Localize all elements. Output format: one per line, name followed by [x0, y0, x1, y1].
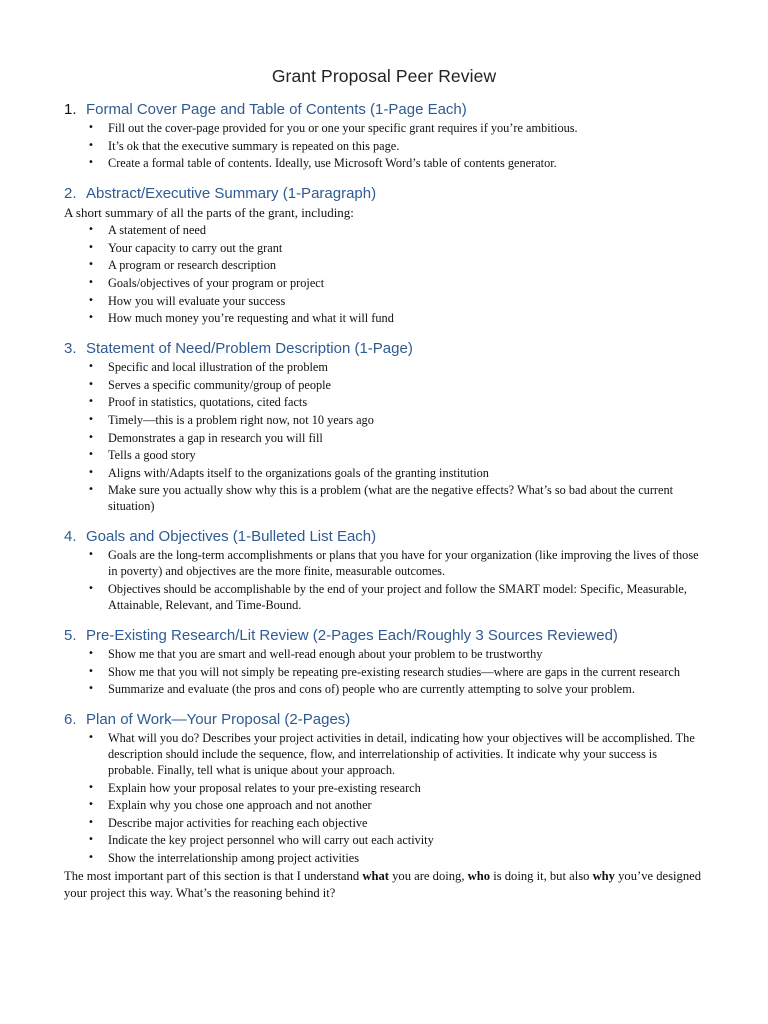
list-item: • Fill out the cover-page provided for you or one your specific grant requires if you’re ambitious. — [86, 120, 704, 136]
list-item: • Show me that you are smart and well-read enough about your problem to be trustworthy — [86, 646, 704, 662]
list-item: • How you will evaluate your success — [86, 293, 704, 309]
list-item: • Goals are the long-term accomplishments or plans that you have for your organization (like improving the lives of those in poverty) and objectives are the more finite, measurable outcomes. — [86, 547, 704, 579]
section-heading — [64, 627, 704, 645]
section-6 — [64, 711, 704, 902]
section-1 — [64, 101, 704, 171]
list-item: • Describe major activities for reaching each objective — [86, 815, 704, 831]
section-number: 3. — [64, 340, 77, 358]
section-lead: A short summary of all the parts of the grant, including: — [64, 205, 354, 221]
section-heading — [64, 101, 704, 119]
list-item: • How much money you’re requesting and what it will fund — [86, 310, 704, 326]
closing-text: you are doing, — [388, 868, 468, 883]
bullet-list — [64, 120, 704, 171]
section-heading — [64, 185, 704, 203]
bullet-list — [64, 547, 704, 613]
bullet-list — [64, 222, 704, 326]
section-heading — [64, 340, 704, 358]
list-item: • Timely—this is a problem right now, not 10 years ago — [86, 412, 704, 428]
list-item: • A statement of need — [86, 222, 704, 238]
section-number: 6. — [64, 711, 77, 729]
list-item: • Show the interrelationship among project activities — [86, 850, 704, 866]
list-item: • What will you do? Describes your project activities in detail, indicating how your objectives will be accomplished. The description should include the sequence, flow, and interrelationship of activities. It indicate why your success is probable. Finally, tell what is unique about your approach. — [86, 730, 704, 778]
list-item: • Summarize and evaluate (the pros and cons of) people who are currently attempting to solve your problem. — [86, 681, 704, 697]
emphasis-who: who — [467, 868, 491, 883]
section-title: Formal Cover Page and Table of Contents (1-Page Each) — [86, 101, 467, 118]
list-item: • Explain how your proposal relates to your pre-existing research — [86, 780, 704, 796]
emphasis-why: why — [592, 868, 615, 883]
list-item: • Goals/objectives of your program or project — [86, 275, 704, 291]
section-5 — [64, 627, 704, 697]
closing-text: The most important part of this section is that I understand — [64, 868, 363, 883]
emphasis-what: what — [362, 868, 389, 883]
section-title: Goals and Objectives (1-Bulleted List Each) — [86, 528, 377, 546]
section-title: Abstract/Executive Summary (1-Paragraph) — [86, 185, 377, 203]
section-4 — [64, 528, 704, 613]
list-item: • Objectives should be accomplishable by the end of your project and follow the SMART model: Specific, Measurable, Attainable, Relevant, and Time-Bound. — [86, 581, 704, 613]
section-heading — [64, 528, 704, 546]
list-item: • A program or research description — [86, 257, 704, 273]
list-item: • Explain why you chose one approach and not another — [86, 797, 704, 813]
list-item: • Aligns with/Adapts itself to the organizations goals of the granting institution — [86, 465, 704, 481]
list-item: • Proof in statistics, quotations, cited facts — [86, 394, 704, 410]
section-number: 2. — [64, 185, 77, 203]
list-item: • Show me that you will not simply be repeating pre-existing research studies—where are gaps in the current research — [86, 664, 704, 680]
section-2 — [64, 185, 704, 326]
section-number: 5. — [64, 626, 77, 644]
list-item: • Tells a good story — [86, 447, 704, 463]
list-item: • Indicate the key project personnel who will carry out each activity — [86, 832, 704, 848]
page-title: Grant Proposal Peer Review — [271, 66, 497, 86]
section-title: Plan of Work—Your Proposal (2-Pages) — [86, 711, 351, 729]
list-item: • It’s ok that the executive summary is repeated on this page. — [86, 138, 704, 154]
bullet-list — [64, 646, 704, 697]
closing-paragraph — [64, 868, 704, 902]
list-item: • Demonstrates a gap in research you will fill — [86, 430, 704, 446]
list-item: • Serves a specific community/group of people — [86, 377, 704, 393]
closing-text: you’ve designed your project this way. What’s the reasoning behind it? — [64, 868, 702, 900]
section-number: 1. — [64, 101, 77, 118]
section-3 — [64, 340, 704, 514]
closing-text: is doing it, but also — [490, 868, 593, 883]
bullet-list — [64, 359, 704, 514]
section-title: Statement of Need/Problem Description (1-Page) — [86, 340, 413, 358]
section-number: 4. — [64, 528, 77, 546]
section-title: Pre-Existing Research/Lit Review (2-Pages Each/Roughly 3 Sources Reviewed) — [86, 626, 618, 644]
bullet-list — [64, 730, 704, 866]
list-item: • Make sure you actually show why this is a problem (what are the negative effects? What’s so bad about the current situation) — [86, 482, 704, 514]
section-heading — [64, 711, 704, 729]
list-item: • Specific and local illustration of the problem — [86, 359, 704, 375]
list-item: • Create a formal table of contents. Ideally, use Microsoft Word’s table of contents generator. — [86, 155, 704, 171]
list-item: • Your capacity to carry out the grant — [86, 240, 704, 256]
